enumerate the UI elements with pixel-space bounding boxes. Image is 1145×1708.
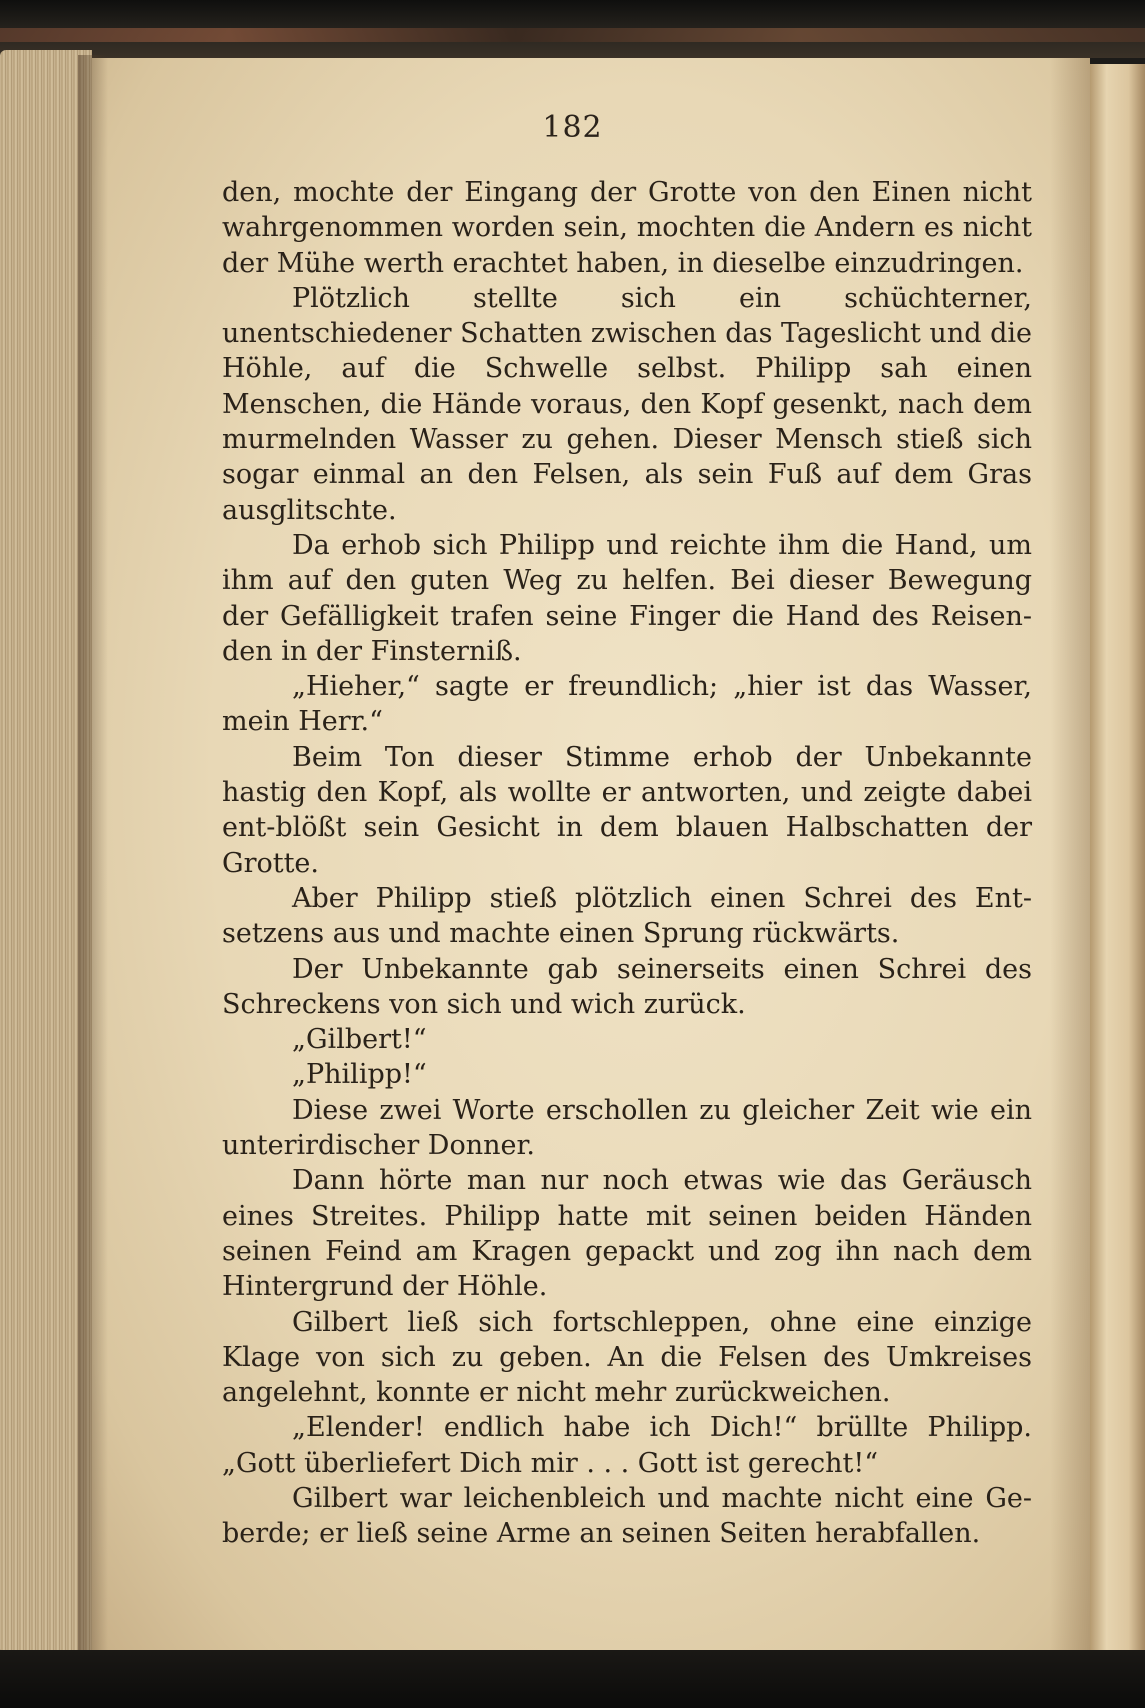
book-cover-bottom [0, 1650, 1145, 1708]
paragraph: „Philipp!“ [292, 1059, 427, 1091]
page-number: 182 [542, 110, 603, 145]
paragraph: „Hieher,“ sagte er freundlich; „hier ist das Wasser, mein Herr.“ [222, 671, 1032, 738]
paragraph: „Gilbert!“ [292, 1024, 427, 1056]
paragraph: Gilbert ließ sich fortschleppen, ohne eine einzige Klage von sich zu geben. An die Felsen des Umkreises angelehnt, konnte er nicht mehr zurückweichen. [222, 1306, 1032, 1409]
paragraph: Beim Ton dieser Stimme erhob der Unbekannte hastig den Kopf, als wollte er antworten, und zeigte dabei ent-blößt sein Gesicht in dem blauen Halbschatten der Grotte. [222, 741, 1032, 879]
paragraph: Da erhob sich Philipp und reichte ihm die Hand, um ihm auf den guten Weg zu helfen. Bei dieser Bewegung der Gefälligkeit trafen seine Finger die Hand des Reisen-den in der Finsterniß. [222, 529, 1032, 667]
paragraph: Gilbert war leichenbleich und machte nicht eine Ge-berde; er ließ seine Arme an seinen Seiten herabfallen. [222, 1482, 1032, 1550]
paragraph: „Elender! endlich habe ich Dich!“ brüllte Philipp. „Gott überliefert Dich mir . . . Gott ist gerecht!“ [222, 1412, 1032, 1479]
book-cover-top [0, 0, 1145, 58]
spine-shadow [78, 55, 108, 1650]
paragraph: den, mochte der Eingang der Grotte von den Einen nicht wahrgenommen worden sein, mochten die Andern es nicht der Mühe werth erachtet haben, in dieselbe einzudringen. [222, 177, 1032, 279]
page-edge-right [1090, 64, 1145, 1650]
paragraph: Aber Philipp stieß plötzlich einen Schrei des Ent-setzens aus und machte einen Sprung rückwärts. [222, 882, 1032, 950]
paragraph: Plötzlich stellte sich ein schüchterner, unentschiedener Schatten zwischen das Tageslicht und die Höhle, auf die Schwelle selbst. Philipp sah einen Menschen, die Hände voraus, den Kopf gesenkt, nach dem murmelnden Wasser zu gehen. Dieser Mensch stieß sich sogar einmal an den Felsen, als sein Fuß auf dem Gras ausglitschte. [222, 282, 1032, 526]
paragraph: Dann hörte man nur noch etwas wie das Geräusch eines Streites. Philipp hatte mit seinen beiden Händen seinen Feind am Kragen gepackt und zog ihn nach dem Hintergrund der Höhle. [222, 1165, 1032, 1303]
paragraph: Der Unbekannte gab seinerseits einen Schrei des Schreckens von sich und wich zurück. [222, 953, 1032, 1020]
body-text [222, 175, 1032, 1552]
paragraph: Diese zwei Worte erschollen zu gleicher Zeit wie ein unterirdischer Donner. [222, 1094, 1032, 1162]
